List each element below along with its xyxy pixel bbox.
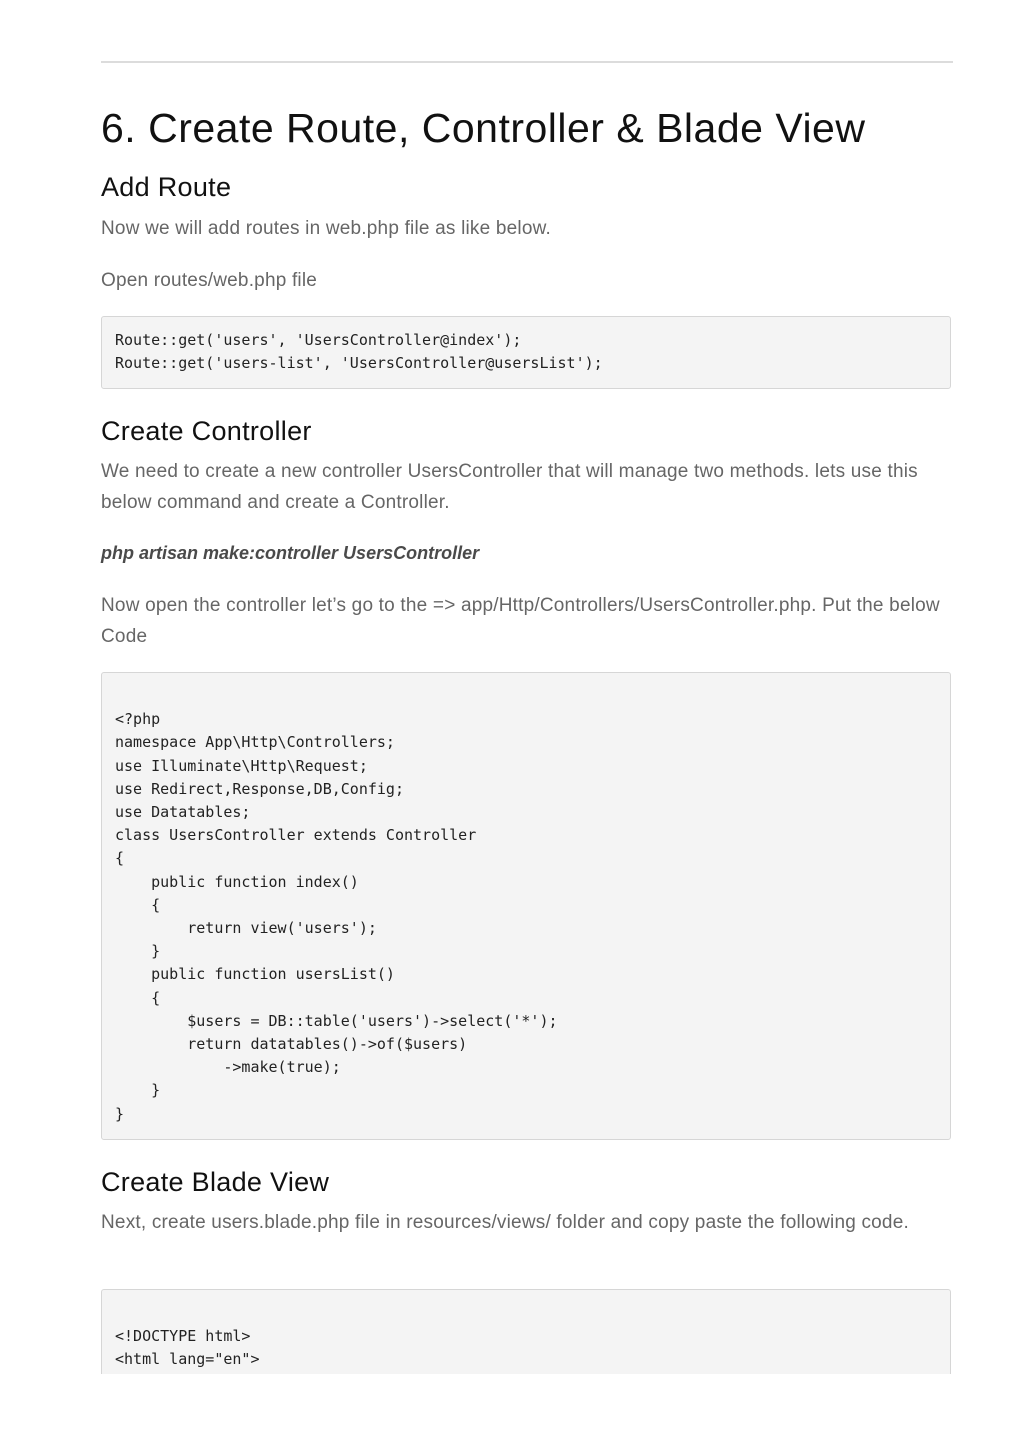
controller-code-block[interactable]: <?php namespace App\Http\Controllers; use Illuminate\Http\Request; use Redirect,Response,DB,Config; use Datatables; class UsersController extends Controller { public function index() { return view('users'); } public function usersList() { $users = DB::table('users')->select('*'); return datatables()->of($users) ->make(true); } }: [101, 672, 951, 1140]
artisan-command: php artisan make:controller UsersController: [101, 543, 480, 563]
create-blade-view-intro: Next, create users.blade.php file in resources/views/ folder and copy paste the following code.: [101, 1212, 909, 1233]
routes-code-block[interactable]: Route::get('users', 'UsersController@index'); Route::get('users-list', 'UsersController@usersList');: [101, 316, 951, 389]
create-blade-view-heading: Create Blade View: [101, 1167, 330, 1197]
open-file-text: Open routes/web.php file: [101, 270, 318, 291]
add-route-intro: Now we will add routes in web.php file as like below.: [101, 218, 551, 239]
section-heading: 6. Create Route, Controller & Blade View: [101, 105, 866, 151]
top-divider: [101, 61, 953, 63]
create-controller-heading: Create Controller: [101, 416, 312, 446]
create-controller-intro: We need to create a new controller UsersController that will manage two methods. lets use this below command and create a Controller.: [101, 461, 918, 513]
open-controller-text: Now open the controller let’s go to the => app/Http/Controllers/UsersController.php. Put the below Code: [101, 595, 940, 647]
add-route-heading: Add Route: [101, 172, 232, 202]
blade-code-block[interactable]: <!DOCTYPE html> <html lang="en">: [101, 1289, 951, 1374]
